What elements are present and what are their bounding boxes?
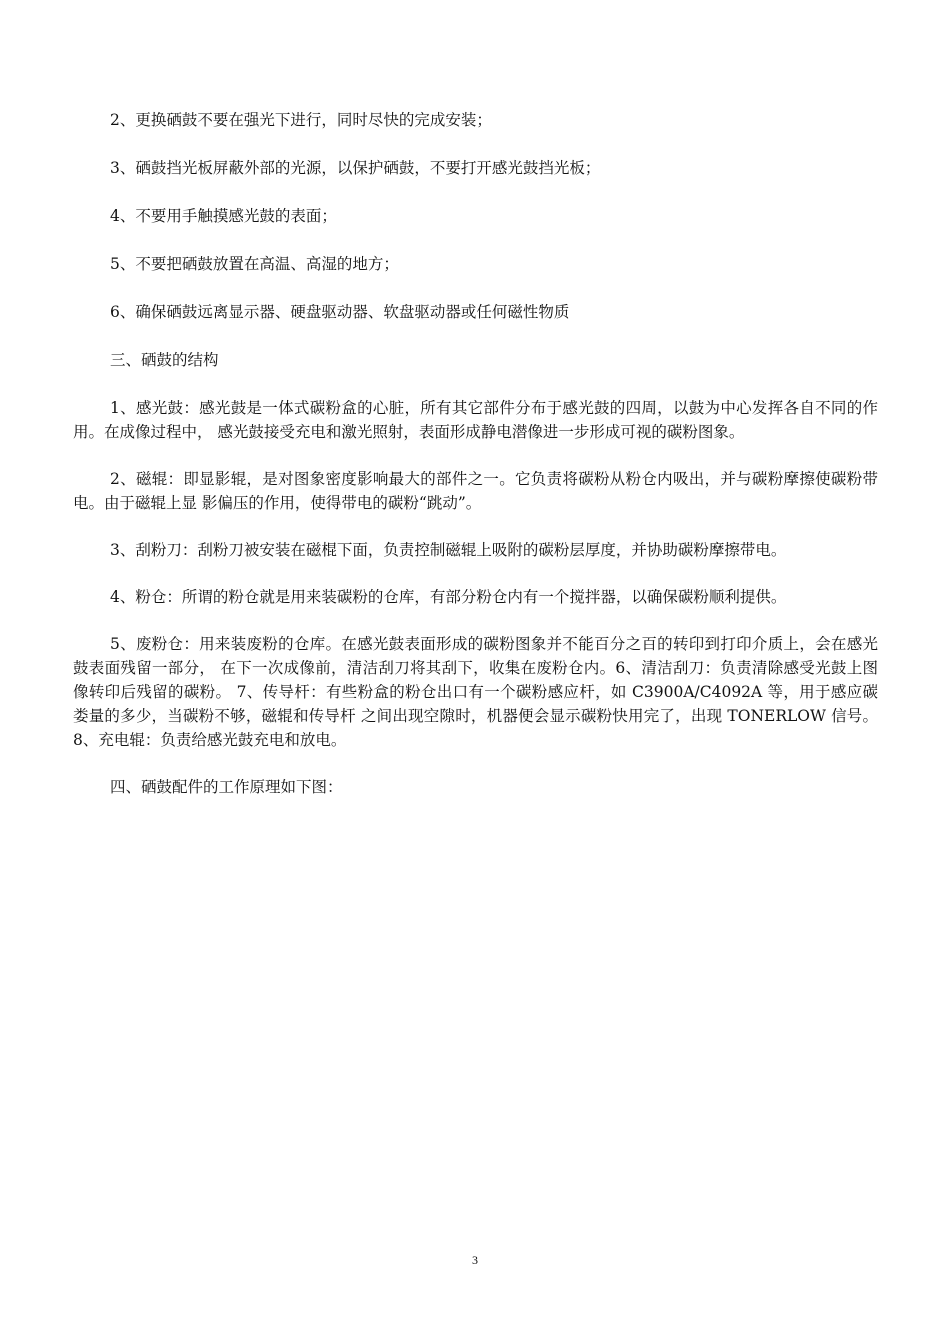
paragraph-item-6: 6、确保硒鼓远离显示器、硬盘驱动器、软盘驱动器或任何磁性物质	[110, 303, 570, 321]
paragraph-toner-hopper: 4、粉仓：所谓的粉仓就是用来装碳粉的仓库，有部分粉仓内有一个搅拌器，以确保碳粉顺利提供。	[110, 588, 787, 606]
paragraph-item-5: 5、不要把硒鼓放置在高温、高湿的地方；	[110, 255, 399, 273]
paragraph-waste-hopper: 5、废粉仓：用来装废粉的仓库。在感光鼓表面形成的碳粉图象并不能百分之百的转印到打印介质上，会在感光鼓表面残留一部分， 在下一次成像前，清洁刮刀将其刮下，收集在废粉仓内。6、清洁刮刀：负责清除感受光鼓上图像转印后残留的碳粉。 7、传导杆：有些粉盒的粉仓出口有一个碳粉感应杆，如 C3900A/C4092A 等，用于感应碳娄量的多少，当碳粉不够，磁辊和传导杆 之间出现空隙时，机器便会显示碳粉快用完了，出现 TONERLOW 信号。 8、充电辊：负责给感光鼓充电和放电。	[73, 635, 878, 749]
paragraph-magnetic-roller: 2、磁辊：即显影辊，是对图象密度影响最大的部件之一。它负责将碳粉从粉仓内吸出，并与碳粉摩擦使碳粉带电。由于磁辊上显 影偏压的作用，使得带电的碳粉“跳动”。	[73, 470, 878, 512]
section-heading-structure: 三、硒鼓的结构	[110, 351, 219, 369]
document-body	[73, 108, 878, 822]
paragraph-item-3: 3、硒鼓挡光板屏蔽外部的光源，以保护硒鼓，不要打开感光鼓挡光板；	[110, 159, 601, 177]
section-heading-working-principle: 四、硒鼓配件的工作原理如下图：	[110, 778, 343, 796]
paragraph-item-2: 2、更换硒鼓不要在强光下进行，同时尽快的完成安装；	[110, 111, 492, 129]
paragraph-photosensitive-drum: 1、感光鼓：感光鼓是一体式碳粉盒的心脏，所有其它部件分布于感光鼓的四周，以鼓为中心发挥各自不同的作用。在成像过程中， 感光鼓接受充电和激光照射，表面形成静电潜像进一步形成可视的碳粉图象。	[73, 399, 878, 441]
paragraph-doctor-blade: 3、刮粉刀：刮粉刀被安装在磁棍下面，负责控制磁辊上吸附的碳粉层厚度，并协助碳粉摩擦带电。	[110, 541, 787, 559]
page-number: 3	[472, 1253, 478, 1267]
paragraph-item-4: 4、不要用手触摸感光鼓的表面；	[110, 207, 337, 225]
